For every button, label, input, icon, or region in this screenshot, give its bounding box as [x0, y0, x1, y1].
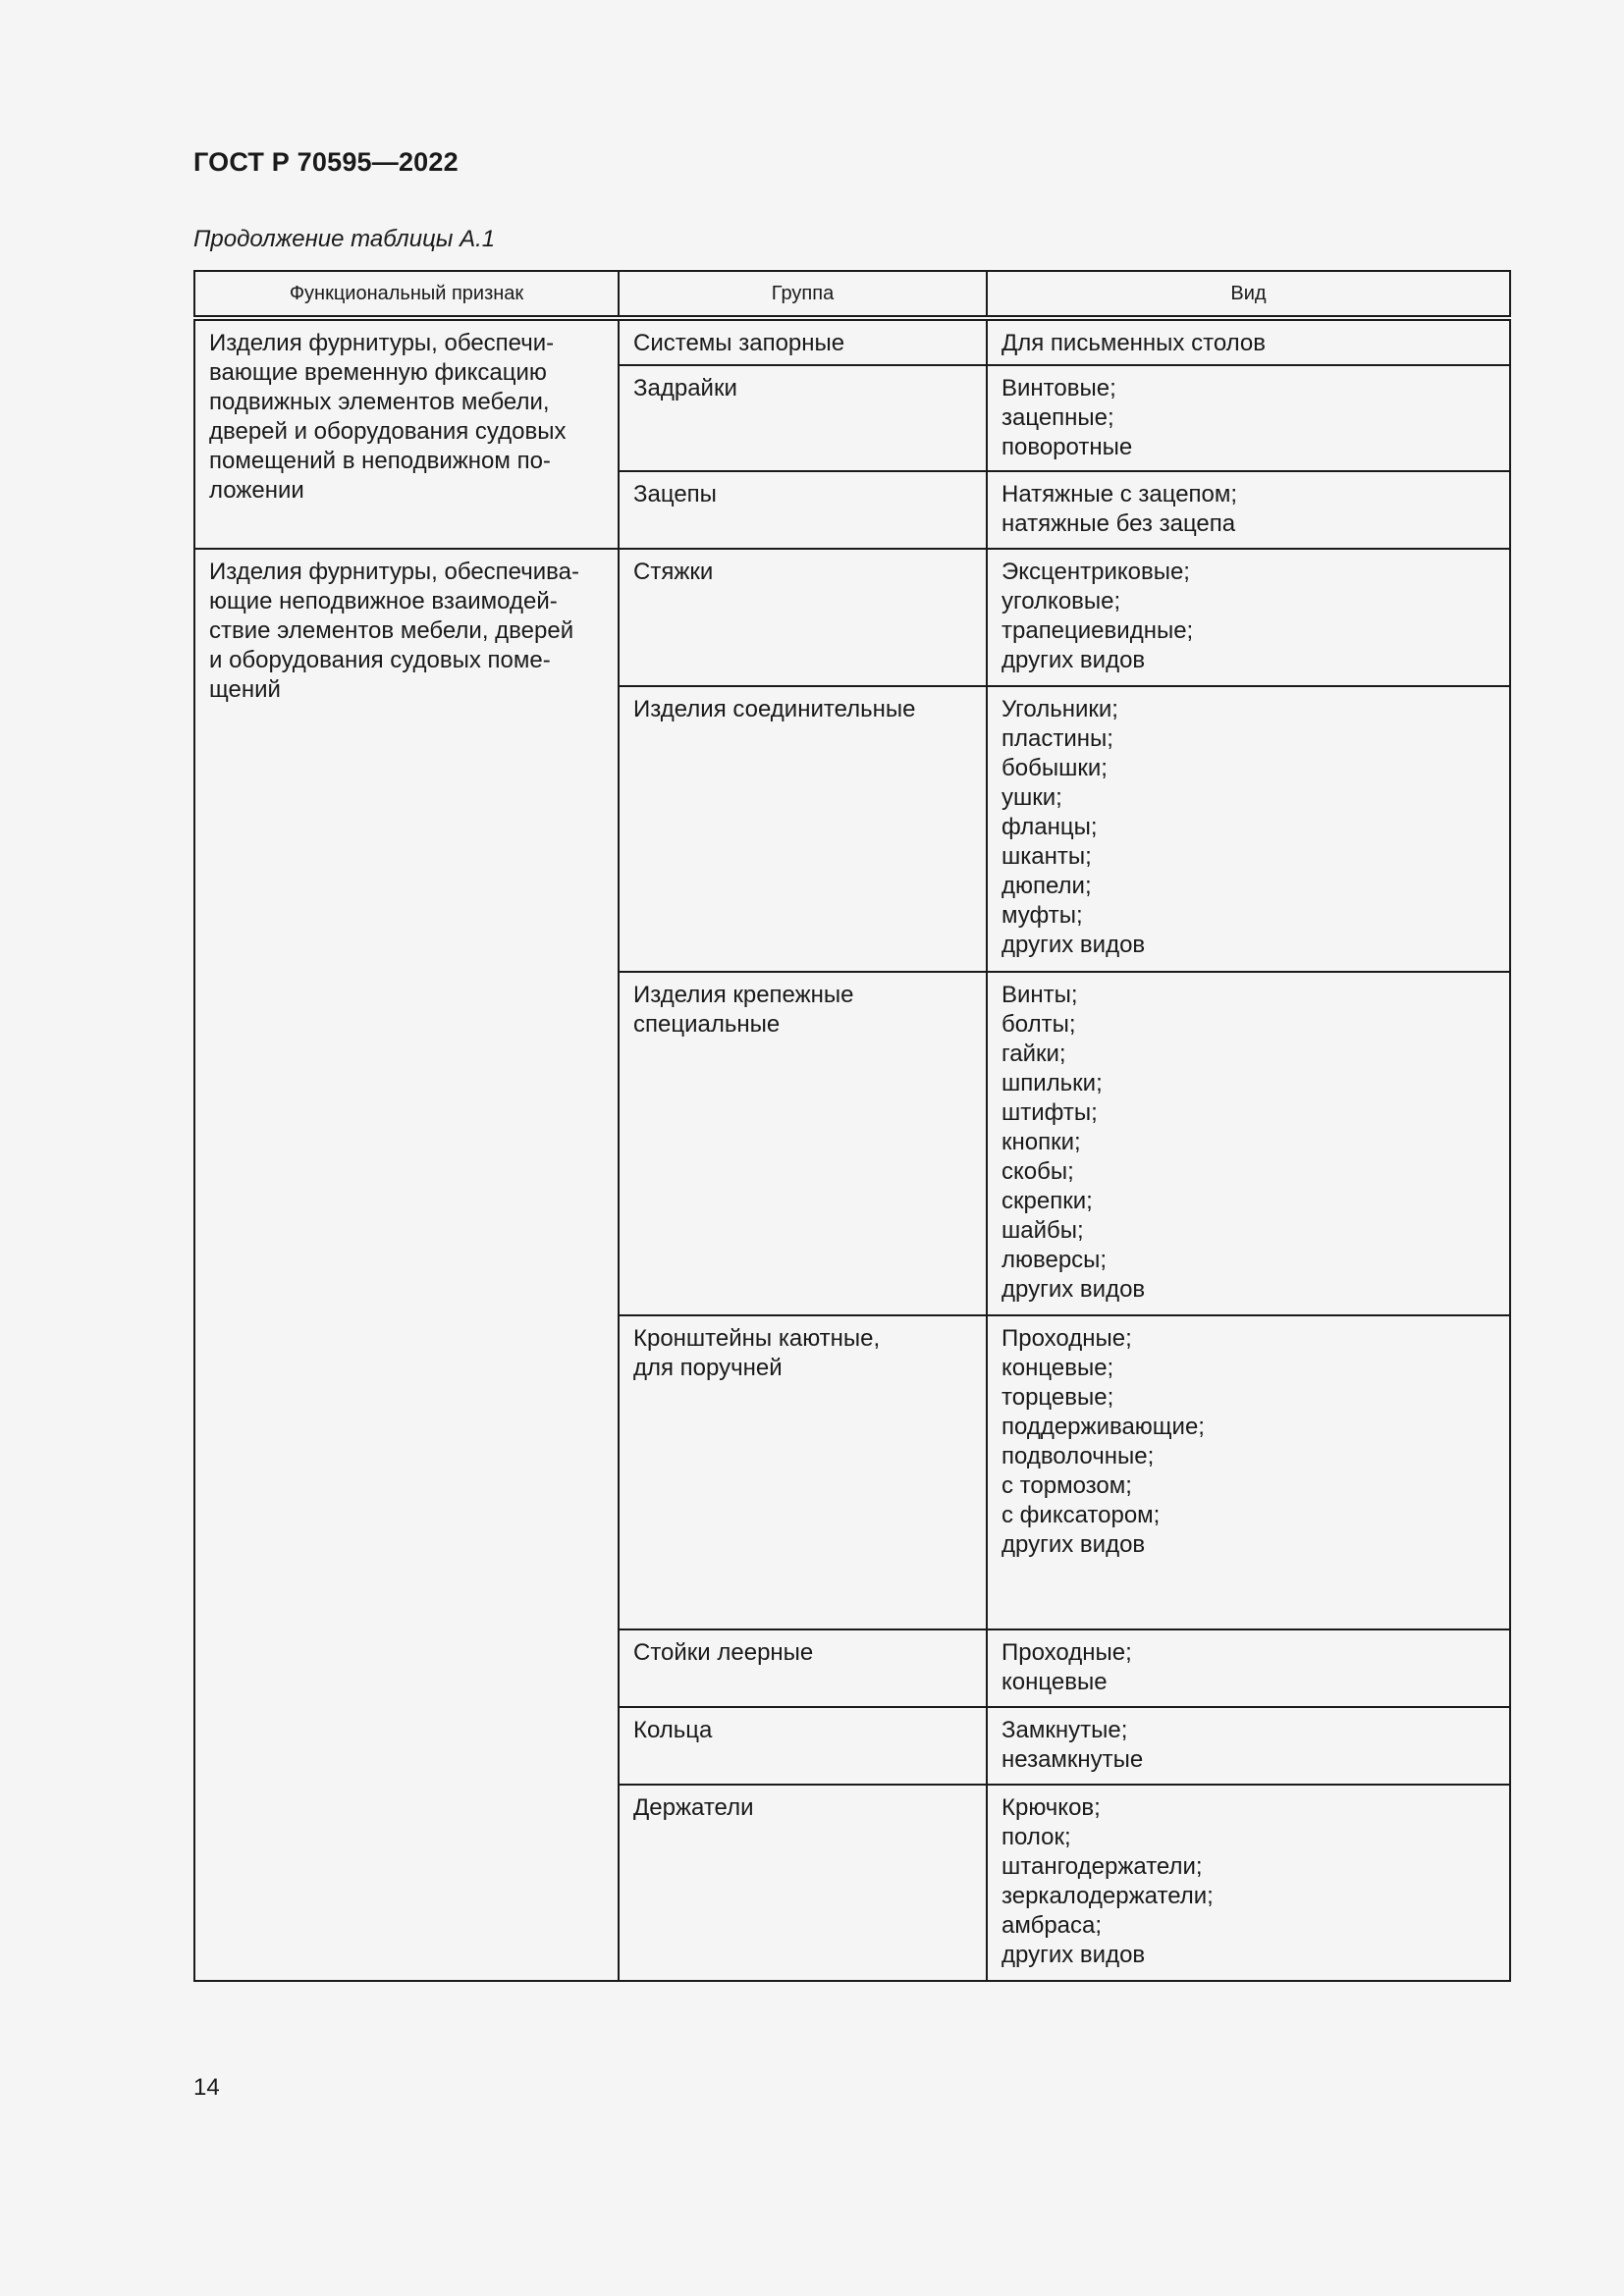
type-item: Эксцентриковые;	[1001, 559, 1190, 585]
type-item: концевые	[1001, 1669, 1108, 1695]
type-item: поворотные	[1001, 434, 1133, 460]
type-item: с тормозом;	[1001, 1472, 1132, 1499]
type-item: Натяжные с зацепом;	[1001, 481, 1238, 507]
type-item: торцевые;	[1001, 1384, 1114, 1411]
column-header-type: Вид	[987, 271, 1510, 318]
type-item: других видов	[1001, 1276, 1146, 1303]
type-cell	[987, 318, 1510, 365]
type-item: других видов	[1001, 1942, 1146, 1968]
type-cell	[987, 365, 1510, 471]
classification-table	[193, 270, 1511, 1982]
type-item: шпильки;	[1001, 1070, 1103, 1096]
type-item: Для письменных столов	[1001, 330, 1267, 356]
type-item: Крючков;	[1001, 1794, 1101, 1821]
type-cell	[987, 1315, 1510, 1629]
type-item: поддерживающие;	[1001, 1414, 1205, 1440]
column-header-group: Группа	[619, 271, 987, 318]
type-item: других видов	[1001, 932, 1146, 958]
type-cell	[987, 1629, 1510, 1707]
type-item: скобы;	[1001, 1158, 1074, 1185]
table-body	[194, 318, 1510, 1981]
type-cell	[987, 972, 1510, 1315]
type-item: зацепные;	[1001, 404, 1114, 431]
type-cell	[987, 686, 1510, 972]
type-item: кнопки;	[1001, 1129, 1081, 1155]
group-cell: Зацепы	[619, 471, 987, 549]
group-cell: Кольца	[619, 1707, 987, 1785]
type-item: штифты;	[1001, 1099, 1098, 1126]
type-item: шайбы;	[1001, 1217, 1084, 1244]
group-cell: Изделия соединительные	[619, 686, 987, 972]
type-item: фланцы;	[1001, 814, 1098, 840]
type-item: натяжные без зацепа	[1001, 510, 1236, 537]
type-item: полок;	[1001, 1824, 1071, 1850]
group-cell: Держатели	[619, 1785, 987, 1981]
type-cell	[987, 1707, 1510, 1785]
type-item: люверсы;	[1001, 1247, 1108, 1273]
feature-cell: Изделия фурнитуры, обеспечива- ющие неподвижное взаимодей- ствие элементов мебели, дверей и оборудования судовых поме- щений	[194, 549, 619, 1981]
group-cell: Стяжки	[619, 549, 987, 686]
type-item: Проходные;	[1001, 1639, 1132, 1666]
page-number: 14	[193, 2074, 220, 2101]
feature-cell: Изделия фурнитуры, обеспечи- вающие временную фиксацию подвижных элементов мебели, дверей и оборудования судовых помещений в неподвижном по- ложении	[194, 318, 619, 549]
type-cell	[987, 1785, 1510, 1981]
table-header-row	[194, 271, 1510, 318]
type-item: бобышки;	[1001, 755, 1108, 781]
type-item: дюпели;	[1001, 873, 1092, 899]
type-item: других видов	[1001, 1531, 1146, 1558]
table-caption: Продолжение таблицы А.1	[193, 226, 496, 252]
type-item: уголковые;	[1001, 588, 1121, 614]
type-item: Проходные;	[1001, 1325, 1132, 1352]
table-row	[194, 549, 1510, 686]
document-header: ГОСТ Р 70595—2022	[193, 147, 459, 177]
type-item: муфты;	[1001, 902, 1083, 929]
type-item: болты;	[1001, 1011, 1076, 1038]
type-item: штангодержатели;	[1001, 1853, 1203, 1880]
type-item: Угольники;	[1001, 696, 1118, 722]
table-row	[194, 318, 1510, 365]
type-item: Винтовые;	[1001, 375, 1116, 401]
type-item: зеркалодержатели;	[1001, 1883, 1214, 1909]
type-item: концевые;	[1001, 1355, 1114, 1381]
type-item: шканты;	[1001, 843, 1092, 870]
type-item: незамкнутые	[1001, 1746, 1144, 1773]
type-item: Винты;	[1001, 982, 1078, 1008]
group-cell: Задрайки	[619, 365, 987, 471]
type-cell	[987, 549, 1510, 686]
type-item: Замкнутые;	[1001, 1717, 1128, 1743]
type-item: с фиксатором;	[1001, 1502, 1161, 1528]
type-item: гайки;	[1001, 1041, 1066, 1067]
type-item: трапециевидные;	[1001, 617, 1194, 644]
type-item: пластины;	[1001, 725, 1113, 752]
type-cell	[987, 471, 1510, 549]
group-cell: Кронштейны каютные, для поручней	[619, 1315, 987, 1629]
type-item: амбраса;	[1001, 1912, 1103, 1939]
group-cell: Изделия крепежные специальные	[619, 972, 987, 1315]
type-item: других видов	[1001, 647, 1146, 673]
type-item: подволочные;	[1001, 1443, 1155, 1469]
column-header-feature: Функциональный признак	[194, 271, 619, 318]
group-cell: Системы запорные	[619, 318, 987, 365]
type-item: скрепки;	[1001, 1188, 1093, 1214]
group-cell: Стойки леерные	[619, 1629, 987, 1707]
type-item: ушки;	[1001, 784, 1062, 811]
